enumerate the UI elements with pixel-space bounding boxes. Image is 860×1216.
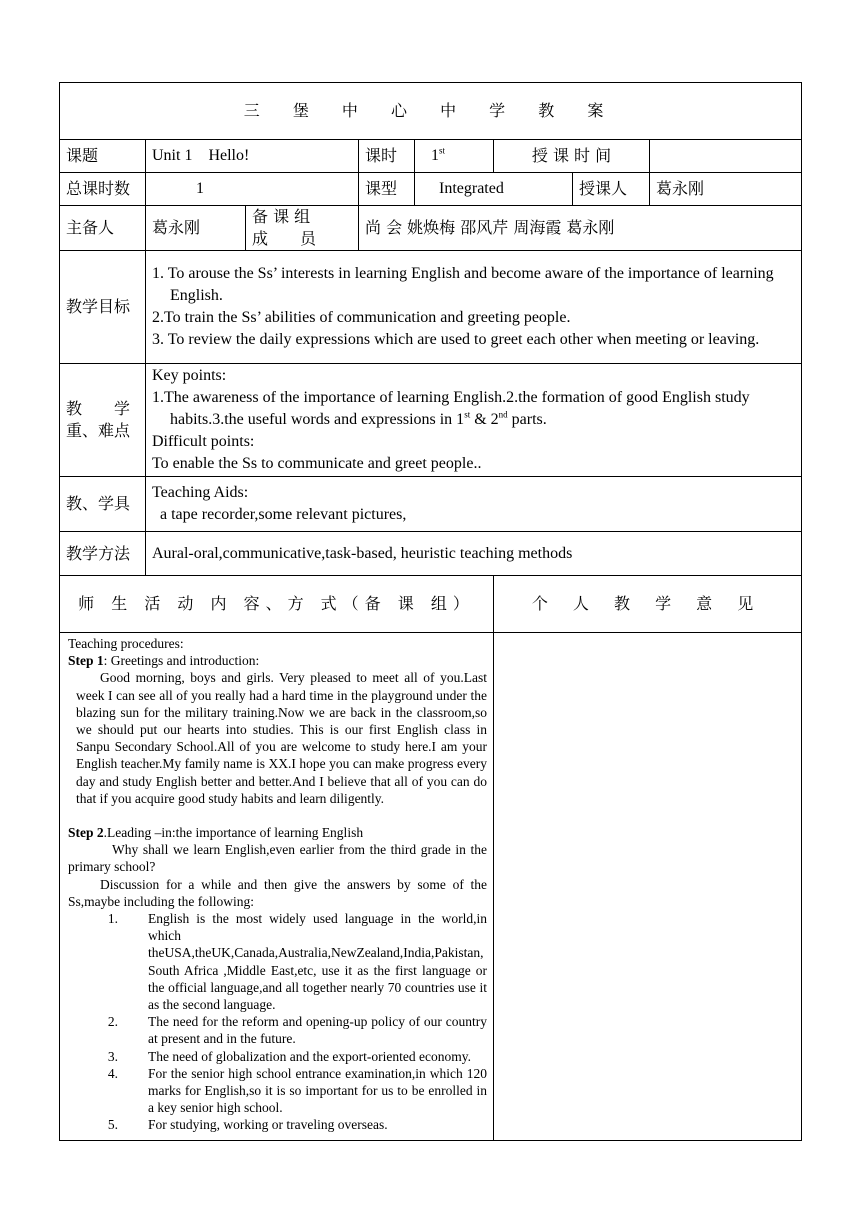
procedures-content [60, 633, 494, 1141]
aids-label: 教、学具 [60, 477, 146, 532]
lesson-plan-table [59, 82, 802, 1141]
difficult-points-text: To enable the Ss to communicate and greet people.. [152, 455, 482, 472]
lesson-type-value: Integrated [415, 173, 573, 206]
prep-group-label-line1: 备 课 组 [252, 207, 311, 226]
total-periods-value: 1 [146, 173, 359, 206]
list-item: 1. English is the most widely used language in the world,in which theUSA,theUK,Canada,Australia,NewZealand,India,Pakistan, South Africa ,Middle East,etc, use it as the first language or the official language,and all together nearly 70 countries use it as the second language. [107, 911, 487, 1013]
step1-heading: Step 1: Greetings and introduction: [68, 653, 260, 669]
main-preparer-value: 葛永刚 [146, 206, 246, 251]
aids-title: Teaching Aids: [152, 484, 249, 501]
teacher-value: 葛永刚 [650, 173, 802, 206]
total-periods-label: 总课时数 [60, 173, 146, 206]
prep-group-members: 尚 会 姚焕梅 邵风芹 周海霞 葛永刚 [359, 206, 802, 251]
key-points-text: 1.The awareness of the importance of learning English.2.the formation of good English study habits.3.the useful words and expressions in 1st & 2nd parts. [152, 389, 750, 428]
objective-item: 1. To arouse the Ss’ interests in learning English and become aware of the importance of learning English. [152, 265, 774, 304]
key-points-content [146, 364, 802, 477]
list-item: 4. For the senior high school entrance examination,in which 120 marks for English,so it is so important for us to be enrolled in a key senior high school. [107, 1065, 487, 1116]
procedures-intro: Teaching procedures: [68, 636, 184, 651]
topic-label: 课题 [60, 140, 146, 173]
key-points-label-line1: 教 学 [66, 399, 131, 418]
teach-time-value [650, 140, 802, 173]
aids-text: a tape recorder,some relevant pictures, [160, 506, 407, 523]
objective-item: 3. To review the daily expressions which are used to greet each other when meeting or leaving. [152, 331, 760, 348]
main-preparer-label: 主备人 [60, 206, 146, 251]
step2-question: Why shall we learn English,even earlier from the third grade in the primary school? [68, 842, 487, 875]
period-label: 课时 [359, 140, 415, 173]
period-value: 1st [415, 140, 494, 173]
lesson-type-label: 课型 [359, 173, 415, 206]
prep-group-label [246, 206, 359, 251]
step2-discussion: Discussion for a while and then give the answers by some of the Ss,maybe including the following: [68, 876, 487, 909]
activities-header: 师 生 活 动 内 容、方 式（备 课 组） [60, 576, 494, 633]
topic-value: Unit 1 Hello! [146, 140, 359, 173]
step2-heading: Step 2.Leading –in:the importance of learning English [68, 825, 364, 841]
key-points-label-line2: 重、难点 [66, 421, 131, 440]
list-item: 5. For studying, working or traveling overseas. [107, 1117, 388, 1133]
methods-text: Aural-oral,communicative,task-based, heuristic teaching methods [146, 532, 802, 576]
methods-label: 教学方法 [60, 532, 146, 576]
teacher-label: 授课人 [573, 173, 650, 206]
personal-opinion-header: 个 人 教 学 意 见 [494, 576, 802, 633]
difficult-points-title: Difficult points: [152, 433, 255, 450]
aids-content [146, 477, 802, 532]
objectives-content [146, 251, 802, 364]
list-item: 3. The need of globalization and the export-oriented economy. [107, 1048, 472, 1064]
document-title: 三 堡 中 心 中 学 教 案 [60, 83, 802, 140]
personal-opinion-content [494, 633, 802, 1141]
teach-time-label: 授 课 时 间 [494, 140, 650, 173]
prep-group-label-line2: 成 员 [252, 229, 317, 248]
key-points-label [60, 364, 146, 477]
objectives-label: 教学目标 [60, 251, 146, 364]
step1-text: Good morning, boys and girls. Very pleased to meet all of you.Last week I can see all of you really had a hard time in the playground under the blazing sun for the military training.Now we are back in the classroom,so we should put our hearts into studies. This is our first English class in Sanpu Secondary School.All of you are welcome to study here.I am your English teacher.My family name is XX.I hope you can make progress every day and study English better and better.And I believe that all of you can do that if you acquire good study habits and learn diligently. [76, 670, 487, 806]
reasons-list [68, 910, 487, 1134]
list-item: 2. The need for the reform and opening-up policy of our country at present and in the future. [107, 1014, 487, 1047]
spacer [68, 807, 487, 824]
key-points-title: Key points: [152, 367, 227, 384]
objective-item: 2.To train the Ss’ abilities of communication and greeting people. [152, 309, 571, 326]
